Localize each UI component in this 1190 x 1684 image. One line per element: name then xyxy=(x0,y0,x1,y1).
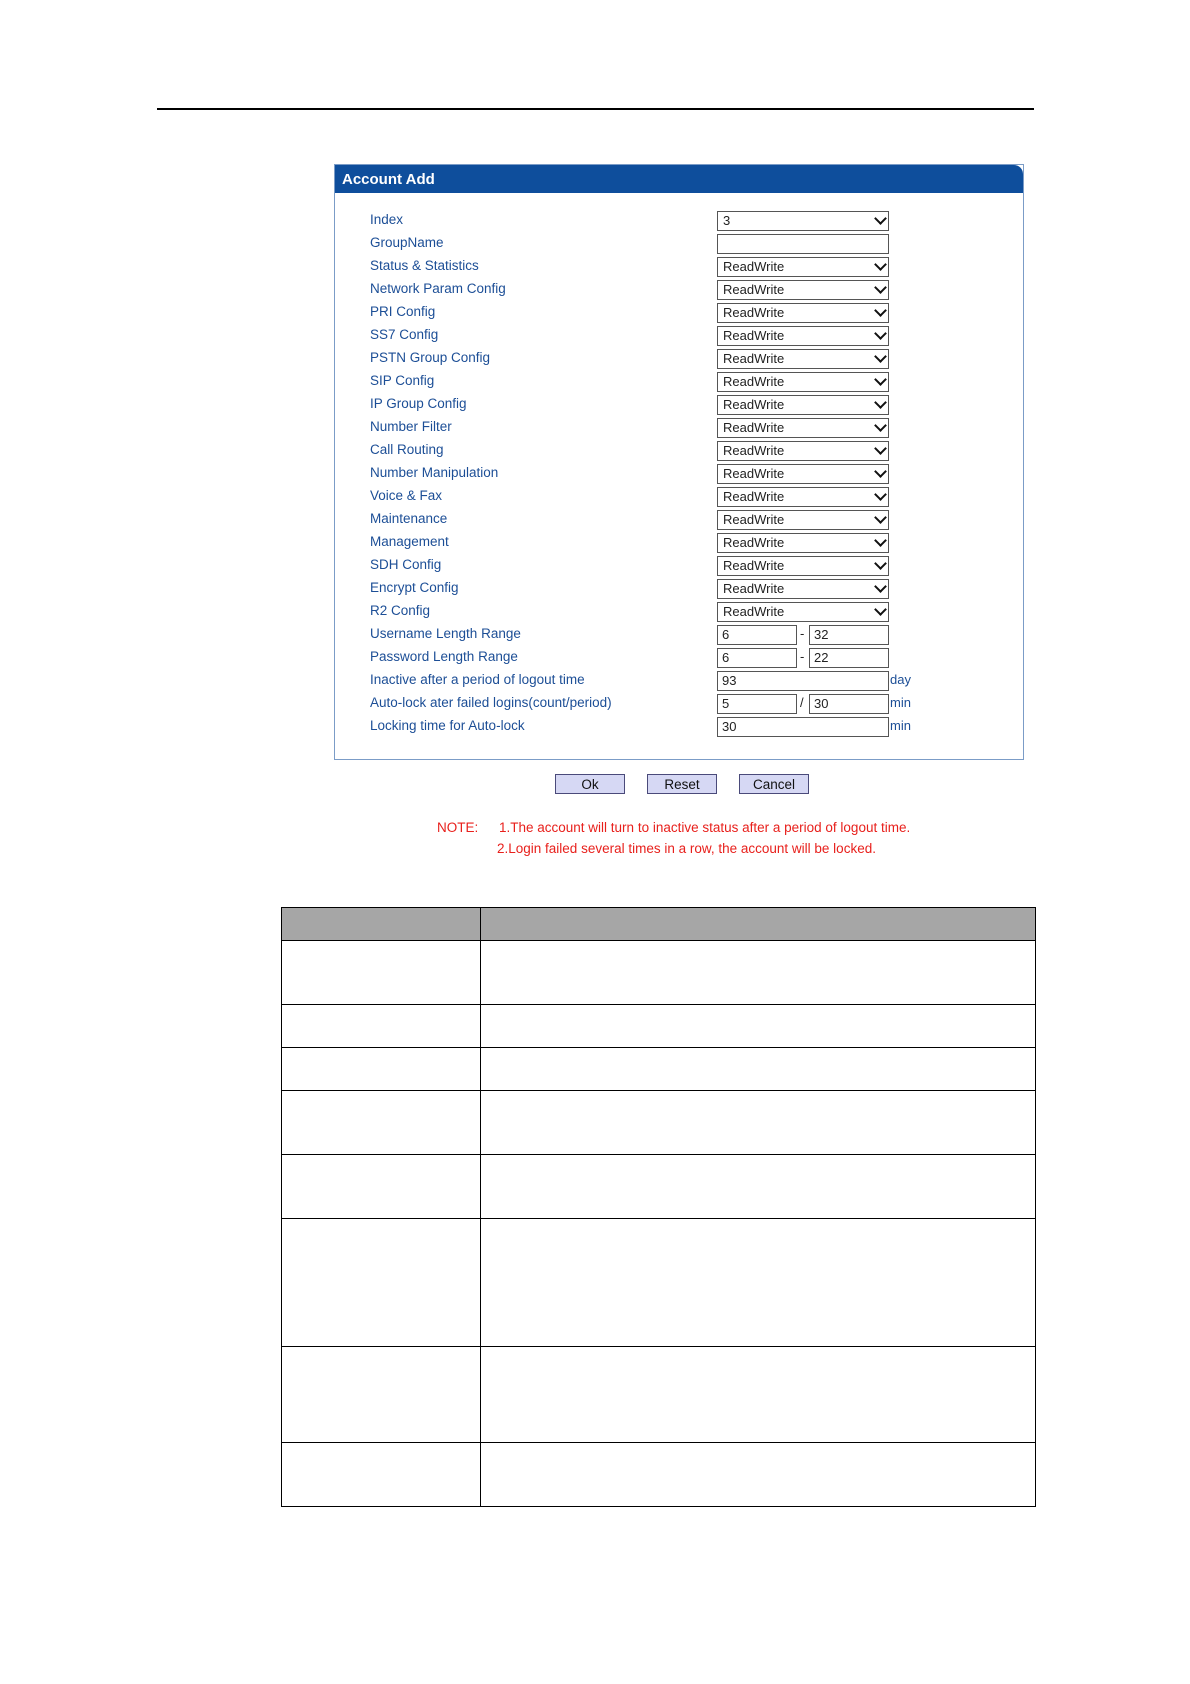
select-value: ReadWrite xyxy=(723,558,785,573)
permission-select[interactable] xyxy=(717,533,889,553)
table-cell xyxy=(481,1443,1036,1507)
table-cell xyxy=(282,1219,481,1347)
permission-select[interactable] xyxy=(717,372,889,392)
unit-label: min xyxy=(890,718,911,733)
select-value: ReadWrite xyxy=(723,328,785,343)
table-cell xyxy=(481,1091,1036,1155)
chevron-down-icon xyxy=(874,557,887,570)
unit-label: min xyxy=(890,695,911,710)
range-separator: / xyxy=(800,695,804,710)
field-label: Inactive after a period of logout time xyxy=(370,672,585,687)
select-value: ReadWrite xyxy=(723,305,785,320)
select-value: ReadWrite xyxy=(723,604,785,619)
form-row xyxy=(335,694,1023,717)
form-row xyxy=(335,602,1023,625)
select-value: ReadWrite xyxy=(723,259,785,274)
permission-select[interactable] xyxy=(717,280,889,300)
range-max-input[interactable]: 32 xyxy=(809,625,889,645)
table-cell xyxy=(282,1091,481,1155)
permission-select[interactable] xyxy=(717,349,889,369)
chevron-down-icon xyxy=(874,488,887,501)
account-add-panel xyxy=(334,164,1024,760)
form-rows xyxy=(335,211,1023,740)
chevron-down-icon xyxy=(874,442,887,455)
table-cell xyxy=(282,1443,481,1507)
chevron-down-icon xyxy=(874,350,887,363)
permission-select[interactable] xyxy=(717,326,889,346)
permission-select[interactable] xyxy=(717,579,889,599)
form-row xyxy=(335,510,1023,533)
group-name-input[interactable] xyxy=(717,234,889,254)
field-label: PRI Config xyxy=(370,304,436,319)
field-label: Password Length Range xyxy=(370,649,518,664)
select-value: ReadWrite xyxy=(723,581,785,596)
chevron-down-icon xyxy=(874,304,887,317)
table-row xyxy=(282,1155,1036,1219)
page-top-rule xyxy=(157,108,1034,110)
form-row xyxy=(335,556,1023,579)
field-label: Locking time for Auto-lock xyxy=(370,718,525,733)
form-row xyxy=(335,648,1023,671)
select-value: ReadWrite xyxy=(723,374,785,389)
chevron-down-icon xyxy=(874,258,887,271)
field-label: Number Manipulation xyxy=(370,465,499,480)
chevron-down-icon xyxy=(874,327,887,340)
field-label: Status & Statistics xyxy=(370,258,479,273)
reset-button[interactable]: Reset xyxy=(647,774,717,794)
form-row xyxy=(335,671,1023,694)
table-cell xyxy=(481,1048,1036,1091)
form-row xyxy=(335,326,1023,349)
field-label: Maintenance xyxy=(370,511,448,526)
note-line-1: 1.The account will turn to inactive status after a period of logout time. xyxy=(499,820,911,835)
range-separator: - xyxy=(800,626,805,641)
value-input[interactable]: 93 xyxy=(717,671,889,691)
table-cell xyxy=(282,1347,481,1443)
permission-select[interactable] xyxy=(717,510,889,530)
chevron-down-icon xyxy=(874,419,887,432)
field-label: Management xyxy=(370,534,449,549)
table-cell xyxy=(481,1219,1036,1347)
select-value: 3 xyxy=(723,213,731,228)
permission-select[interactable] xyxy=(717,257,889,277)
field-label: Network Param Config xyxy=(370,281,506,296)
table-row xyxy=(282,1443,1036,1507)
field-label: R2 Config xyxy=(370,603,431,618)
table-cell xyxy=(481,1347,1036,1443)
note-prefix: NOTE: xyxy=(437,820,479,835)
permission-select[interactable] xyxy=(717,441,889,461)
value-input[interactable]: 30 xyxy=(717,717,889,737)
chevron-down-icon xyxy=(874,603,887,616)
table-row xyxy=(282,1091,1036,1155)
select-value: ReadWrite xyxy=(723,282,785,297)
table-row xyxy=(282,1219,1036,1347)
table-cell xyxy=(282,1005,481,1048)
chevron-down-icon xyxy=(874,465,887,478)
form-row xyxy=(335,349,1023,372)
form-row xyxy=(335,211,1023,234)
permission-select[interactable] xyxy=(717,556,889,576)
table-header-cell xyxy=(282,908,481,941)
permission-select[interactable] xyxy=(717,464,889,484)
form-row xyxy=(335,625,1023,648)
form-row xyxy=(335,280,1023,303)
field-label: SDH Config xyxy=(370,557,442,572)
table-row xyxy=(282,1048,1036,1091)
field-label: Encrypt Config xyxy=(370,580,459,595)
form-row xyxy=(335,464,1023,487)
chevron-down-icon xyxy=(874,281,887,294)
unit-label: day xyxy=(890,672,911,687)
select-value: ReadWrite xyxy=(723,420,785,435)
select-value: ReadWrite xyxy=(723,466,785,481)
field-label: Index xyxy=(370,212,404,227)
chevron-down-icon xyxy=(874,534,887,547)
permission-select[interactable] xyxy=(717,303,889,323)
table-row xyxy=(282,1347,1036,1443)
chevron-down-icon xyxy=(874,373,887,386)
table-header-row xyxy=(282,908,1036,941)
chevron-down-icon xyxy=(874,212,887,225)
range-max-input[interactable]: 22 xyxy=(809,648,889,668)
chevron-down-icon xyxy=(874,580,887,593)
range-min-input[interactable]: 6 xyxy=(717,648,797,668)
form-row xyxy=(335,579,1023,602)
select-value: ReadWrite xyxy=(723,489,785,504)
note-line-2: 2.Login failed several times in a row, the account will be locked. xyxy=(497,841,876,856)
form-row xyxy=(335,717,1023,740)
field-label: SIP Config xyxy=(370,373,435,388)
form-row xyxy=(335,533,1023,556)
parameter-description-table xyxy=(281,907,1036,1507)
table-cell xyxy=(282,941,481,1005)
table-cell xyxy=(481,1005,1036,1048)
field-label: Number Filter xyxy=(370,419,452,434)
select-value: ReadWrite xyxy=(723,443,785,458)
select-value: ReadWrite xyxy=(723,512,785,527)
field-label: SS7 Config xyxy=(370,327,439,342)
panel-title: Account Add xyxy=(335,165,1023,193)
permission-select[interactable] xyxy=(717,418,889,438)
table-cell xyxy=(481,941,1036,1005)
range-max-input[interactable]: 30 xyxy=(809,694,889,714)
select-value: ReadWrite xyxy=(723,535,785,550)
form-row xyxy=(335,234,1023,257)
table-cell xyxy=(282,1155,481,1219)
field-label: GroupName xyxy=(370,235,444,250)
form-row xyxy=(335,395,1023,418)
permission-select[interactable] xyxy=(717,211,889,231)
field-label: Call Routing xyxy=(370,442,444,457)
field-label: PSTN Group Config xyxy=(370,350,491,365)
chevron-down-icon xyxy=(874,511,887,524)
chevron-down-icon xyxy=(874,396,887,409)
permission-select[interactable] xyxy=(717,395,889,415)
form-row xyxy=(335,487,1023,510)
range-min-input[interactable]: 6 xyxy=(717,625,797,645)
field-label: Auto-lock ater failed logins(count/period) xyxy=(370,695,612,710)
select-value: ReadWrite xyxy=(723,397,785,412)
table-header-cell xyxy=(481,908,1036,941)
range-min-input[interactable]: 5 xyxy=(717,694,797,714)
permission-select[interactable] xyxy=(717,487,889,507)
table-row xyxy=(282,941,1036,1005)
ok-button[interactable]: Ok xyxy=(555,774,625,794)
range-separator: - xyxy=(800,649,805,664)
form-row xyxy=(335,372,1023,395)
field-label: IP Group Config xyxy=(370,396,467,411)
form-row xyxy=(335,441,1023,464)
select-value: ReadWrite xyxy=(723,351,785,366)
table-cell xyxy=(481,1155,1036,1219)
table-row xyxy=(282,1005,1036,1048)
form-row xyxy=(335,418,1023,441)
form-row xyxy=(335,303,1023,326)
field-label: Username Length Range xyxy=(370,626,521,641)
cancel-button[interactable]: Cancel xyxy=(739,774,809,794)
permission-select[interactable] xyxy=(717,602,889,622)
table-cell xyxy=(282,1048,481,1091)
form-row xyxy=(335,257,1023,280)
field-label: Voice & Fax xyxy=(370,488,443,503)
